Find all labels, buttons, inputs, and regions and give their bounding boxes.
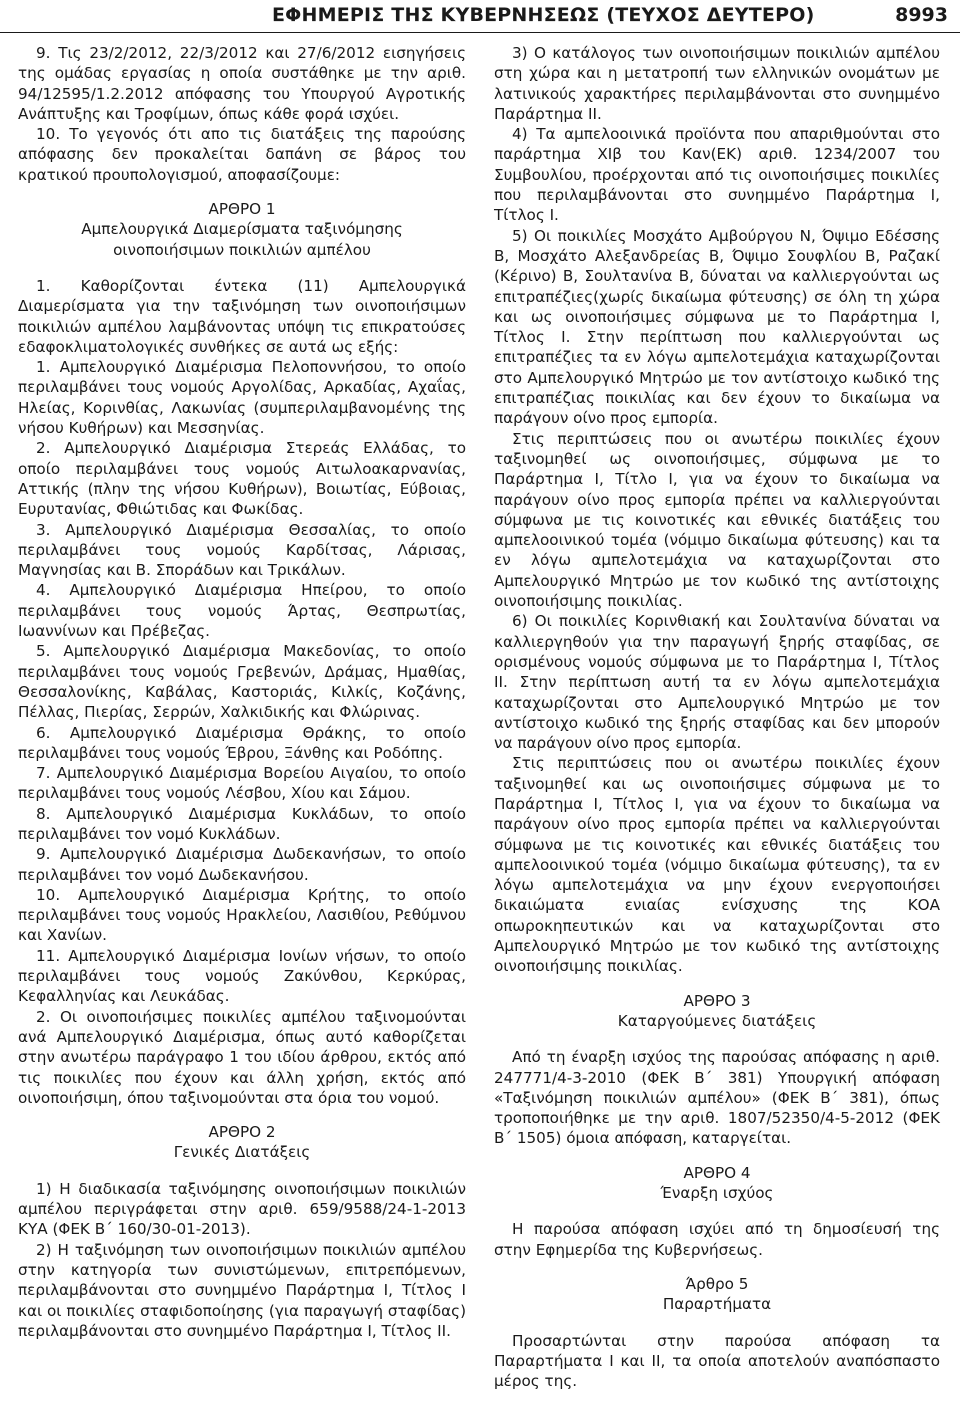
district-item: 11. Αμπελουργικό Διαμέρισμα Ιονίων νήσων, το οποίο περιλαμβάνει τους νομούς Ζακύνθου, Κερκύρας, Κεφαλληνίας και Λευκάδας.: [18, 946, 466, 1006]
article-5-subtitle: Παραρτήματα: [662, 1295, 772, 1314]
article-5-heading: [494, 1274, 940, 1315]
article-1-paragraph-2: 2. Οι οινοποιήσιμες ποικιλίες αμπέλου ταξινομούνται ανά Αμπελουργικό Διαμέρισμα, όπως αυτό καθορίζεται στην ανωτέρω παράγραφο 1 του ιδίου άρθρου, εκτός από τις ποικιλίες που έχουν και άλλη χρήση, εκτός από οινοποιήσιμη, όπου ταξινομούνται στα όρια του νομού.: [18, 1007, 466, 1107]
right-column: [494, 43, 940, 1391]
article-3-text: Από τη έναρξη ισχύος της παρούσας απόφασης η αριθ. 247771/4-3-2010 (ΦΕΚ Β΄ 381) Υπουργική απόφαση «Ταξινόμηση ποικιλιών αμπέλου» (ΦΕΚ Β΄ 381), όπως τροποποιήθηκε με την αριθ. 1807/52350/4-5-2012 (ΦΕΚ Β΄ 1505) όμοια απόφαση, καταργείται.: [494, 1048, 940, 1148]
general-provision-6: 6) Οι ποικιλίες Κορινθιακή και Σουλτανίνα δύναται να καλλιεργηθούν για την παραγωγή ξηρής σταφίδας, σε ορισμένους νομούς σύμφωνα με το Παράρτημα Ι, Τίτλος ΙΙ. Στην περίπτωση αυτή τα εν λόγω αμπελοτεμάχια καταχωρίζονται στο Αμπελουργικό Μητρώο με τον αντίστοιχο κωδικό της ξηρής σταφίδας και δεν μπορούν να παράγουν οίνο προς εμπορία.: [494, 612, 940, 753]
article-2-title: ΑΡΘΡΟ 2: [208, 1123, 276, 1142]
header-divider: [0, 32, 960, 33]
article-2-heading: [18, 1122, 466, 1163]
general-provision-4: 4) Τα αμπελοοινικά προϊόντα που απαριθμούνται στο παράρτημα ΧΙβ του Καν(ΕΚ) αριθ. 1234/2007 του Συμβουλίου, προέρχονται από τις οινοποιήσιμες ποικιλίες που περιλαμβάνονται στο συνημμένο Παράρτημα Ι, Τίτλος Ι.: [494, 125, 940, 225]
paragraph-9: 9. Τις 23/2/2012, 22/3/2012 και 27/6/2012 εισηγήσεις της ομάδας εργασίας η οποία συστάθηκε με την αριθ. 94/12595/1.2.2012 απόφασης του Υπουργού Αγροτικής Ανάπτυξης και Τροφίμων, όπως κάθε φορά ισχύει.: [18, 44, 466, 123]
district-item: 6. Αμπελουργικό Διαμέρισμα Θράκης, το οποίο περιλαμβάνει τους νομούς Έβρου, Ξάνθης και Ροδόπης.: [18, 723, 466, 762]
article-1-paragraph-1: 1. Καθορίζονται έντεκα (11) Αμπελουργικά Διαμερίσματα για την ταξινόμηση των οινοποιήσιμων ποικιλιών αμπέλου λαμβάνοντας υπόψη τις επικρατούσες εδαφοκλιματολογικές συνθήκες σε αυτά ως εξής:: [18, 276, 466, 356]
district-item: 9. Αμπελουργικό Διαμέρισμα Δωδεκανήσων, το οποίο περιλαμβάνει τον νομό Δωδεκανήσου.: [18, 845, 466, 884]
article-4-title: ΑΡΘΡΟ 4: [683, 1163, 751, 1182]
general-provision-1: 1) Η διαδικασία ταξινόμησης οινοποιήσιμων ποικιλιών αμπέλου περιγράφεται στην αριθ. 659/9588/24-1-2013 ΚΥΑ (ΦΕΚ Β΄ 160/30-01-2013).: [18, 1179, 466, 1239]
page-number: 8993: [895, 4, 948, 26]
district-item: 2. Αμπελουργικό Διαμέρισμα Στερεάς Ελλάδας, το οποίο περιλαμβάνει τους νομούς Αιτωλοακαρνανίας, Αττικής (πλην της νήσου Κυθήρων), Βοιωτίας, Εύβοιας, Ευρυτανίας, Φθιώτιδας και Φωκίδας.: [18, 439, 466, 519]
article-4-subtitle: Έναρξη ισχύος: [660, 1184, 774, 1203]
district-item: 3. Αμπελουργικό Διαμέρισμα Θεσσαλίας, το οποίο περιλαμβάνει τους νομούς Καρδίτσας, Λάρισας, Μαγνησίας και Β. Σποράδων και Τρικάλων.: [18, 520, 466, 580]
paragraph-10: 10. Το γεγονός ότι απο τις διατάξεις της παρούσης απόφασης δεν προκαλείται δαπάνη σε βάρος του κρατικού προυπολογισμού, αποφασίζουμε:: [18, 125, 466, 184]
page-header: [0, 0, 960, 40]
article-3-heading: [494, 991, 940, 1032]
general-provision-3: 3) Ο κατάλογος των οινοποιήσιμων ποικιλιών αμπέλου στη χώρα και η μετατροπή των ελληνικών ονομάτων με λατινικούς χαρακτήρες περιλαμβάνονται στο συνημμένο Παράρτημα ΙΙ.: [494, 44, 940, 123]
article-4-text: Η παρούσα απόφαση ισχύει από τη δημοσίευσή της στην Εφημερίδα της Κυβερνήσεως.: [494, 1220, 940, 1259]
article-1-subtitle-line-1: Αμπελουργικά Διαμερίσματα ταξινόμησης: [81, 220, 403, 239]
article-1-title: ΑΡΘΡΟ 1: [208, 200, 276, 219]
article-1-heading: [18, 199, 466, 260]
article-4-heading: [494, 1163, 940, 1204]
article-3-subtitle: Καταργούμενες διατάξεις: [617, 1011, 817, 1030]
general-provision-5: 5) Οι ποικιλίες Μοσχάτο Αμβούργου Ν, Όψιμο Εδέσσης Β, Μοσχάτο Αλεξανδρείας Β, Όψιμο Σουφλίου Β, Ραζακί (Κέρινο) Β, Σουλτανίνα Β, δύναται να καλλιεργούνται ως επιτραπέζιες(χωρίς δικαίωμα φύτευσης) σε όλη τη χώρα και ως οινοποιήσιμες σύμφωνα με το Παράρτημα Ι, Τίτλος Ι. Στην περίπτωση που καλλιεργούνται ως επιτραπέζιες τα εν λόγω αμπελοτεμάχια καταχωρίζονται στο Αμπελουργικό Μητρώο με τον αντίστοιχο κωδικό της επιτραπέζιας ποικιλίας και δεν έχουν το δικαίωμα να παράγουν οίνο προς εμπορία.: [494, 226, 940, 428]
article-1-subtitle-line-2: οινοποιήσιμων ποικιλιών αμπέλου: [113, 240, 371, 259]
district-item: 5. Αμπελουργικό Διαμέρισμα Μακεδονίας, το οποίο περιλαμβάνει τους νομούς Γρεβενών, Δράμας, Ημαθίας, Θεσσαλονίκης, Καβάλας, Καστοριάς, Κιλκίς, Κοζάνης, Πέλλας, Πιερίας, Σερρών, Χαλκιδικής και Φλώρινας.: [18, 642, 466, 722]
district-item: 8. Αμπελουργικό Διαμέρισμα Κυκλάδων, το οποίο περιλαμβάνει τον νομό Κυκλάδων.: [18, 804, 466, 843]
general-provision-2: 2) Η ταξινόμηση των οινοποιήσιμων ποικιλιών αμπέλου στην κατηγορία των συνιστώμενων, επιτρεπόμενων, περιλαμβάνονται στο συνημμένο Παράρτημα Ι, Τίτλος Ι και οι ποικιλίες σταφιδοποίησης (για παραγωγή σταφίδας) περιλαμβάνονται στο συνημμένο Παράρτημα Ι, Τίτλος ΙΙ.: [18, 1240, 466, 1340]
article-2-subtitle: Γενικές Διατάξεις: [173, 1143, 311, 1162]
article-3-title: ΑΡΘΡΟ 3: [683, 991, 751, 1010]
general-provision-5-continued: Στις περιπτώσεις που οι ανωτέρω ποικιλίες έχουν ταξινομηθεί ως οινοποιήσιμες, σύμφωνα με το Παράρτημα Ι, Τίτλο Ι, για να έχουν το δικαίωμα να παράγουν οίνο προς εμπορία πρέπει να καλλιεργούνται σύμφωνα με τις κοινοτικές και εθνικές διατάξεις του αμπελοοινικού τομέα (νόμιμο δικαίωμα φύτευσης) και τα εν λόγω αμπελοτεμάχια να καταχωρίζονται στο Αμπελουργικό Μητρώο με τον κωδικό της αντίστοιχης οινοποιήσιμης ποικιλίας.: [494, 429, 940, 611]
gazette-title: ΕΦΗΜΕΡΙΣ ΤΗΣ ΚΥΒΕΡΝΗΣΕΩΣ (ΤΕΥΧΟΣ ΔΕΥΤΕΡΟ): [272, 4, 815, 26]
district-item: 1. Αμπελουργικό Διαμέρισμα Πελοποννήσου, το οποίο περιλαμβάνει τους νομούς Αργολίδας, Αρκαδίας, Αχαΐας, Ηλείας, Κορινθίας, Λακωνίας (συμπεριλαμβανομένης της νήσου Κυθήρων) και Μεσσηνίας.: [18, 358, 466, 438]
article-5-text: Προσαρτώνται στην παρούσα απόφαση τα Παραρτήματα Ι και ΙΙ, τα οποία αποτελούν αναπόσπαστο μέρος της.: [494, 1331, 940, 1391]
article-5-title: Άρθρο 5: [685, 1274, 749, 1293]
district-item: 10. Αμπελουργικό Διαμέρισμα Κρήτης, το οποίο περιλαμβάνει τους νομούς Ηρακλείου, Λασιθίου, Ρεθύμνου και Χανίων.: [18, 885, 466, 945]
district-item: 4. Αμπελουργικό Διαμέρισμα Ηπείρου, το οποίο περιλαμβάνει τους νομούς Άρτας, Θεσπρωτίας, Ιωαννίνων και Πρέβεζας.: [18, 581, 466, 641]
left-column: [18, 43, 466, 1341]
district-item: 7. Αμπελουργικό Διαμέρισμα Βορείου Αιγαίου, το οποίο περιλαμβάνει τους νομούς Λέσβου, Χίου και Σάμου.: [18, 764, 466, 803]
general-provision-6-continued: Στις περιπτώσεις που οι ανωτέρω ποικιλίες έχουν ταξινομηθεί και ως οινοποιήσιμες σύμφωνα με το Παράρτημα Ι, Τίτλος Ι, για να έχουν το δικαίωμα να παράγουν οίνο προς εμπορία πρέπει να καλλιεργούνται σύμφωνα με τις κοινοτικές και εθνικές διατάξεις του αμπελοοινικού τομέα (νόμιμο δικαίωμα φύτευσης), τα εν λόγω αμπελοτεμάχια να μην έχουν ενεργοποιήσει δικαιώματα ενιαίας ενίσχυσης της ΚΟΑ οπωροκηπευτικών και να καταχωρίζονται στο Αμπελουργικό Μητρώο με τον κωδικό της αντίστοιχης οινοποιήσιμης ποικιλίας.: [494, 754, 940, 976]
